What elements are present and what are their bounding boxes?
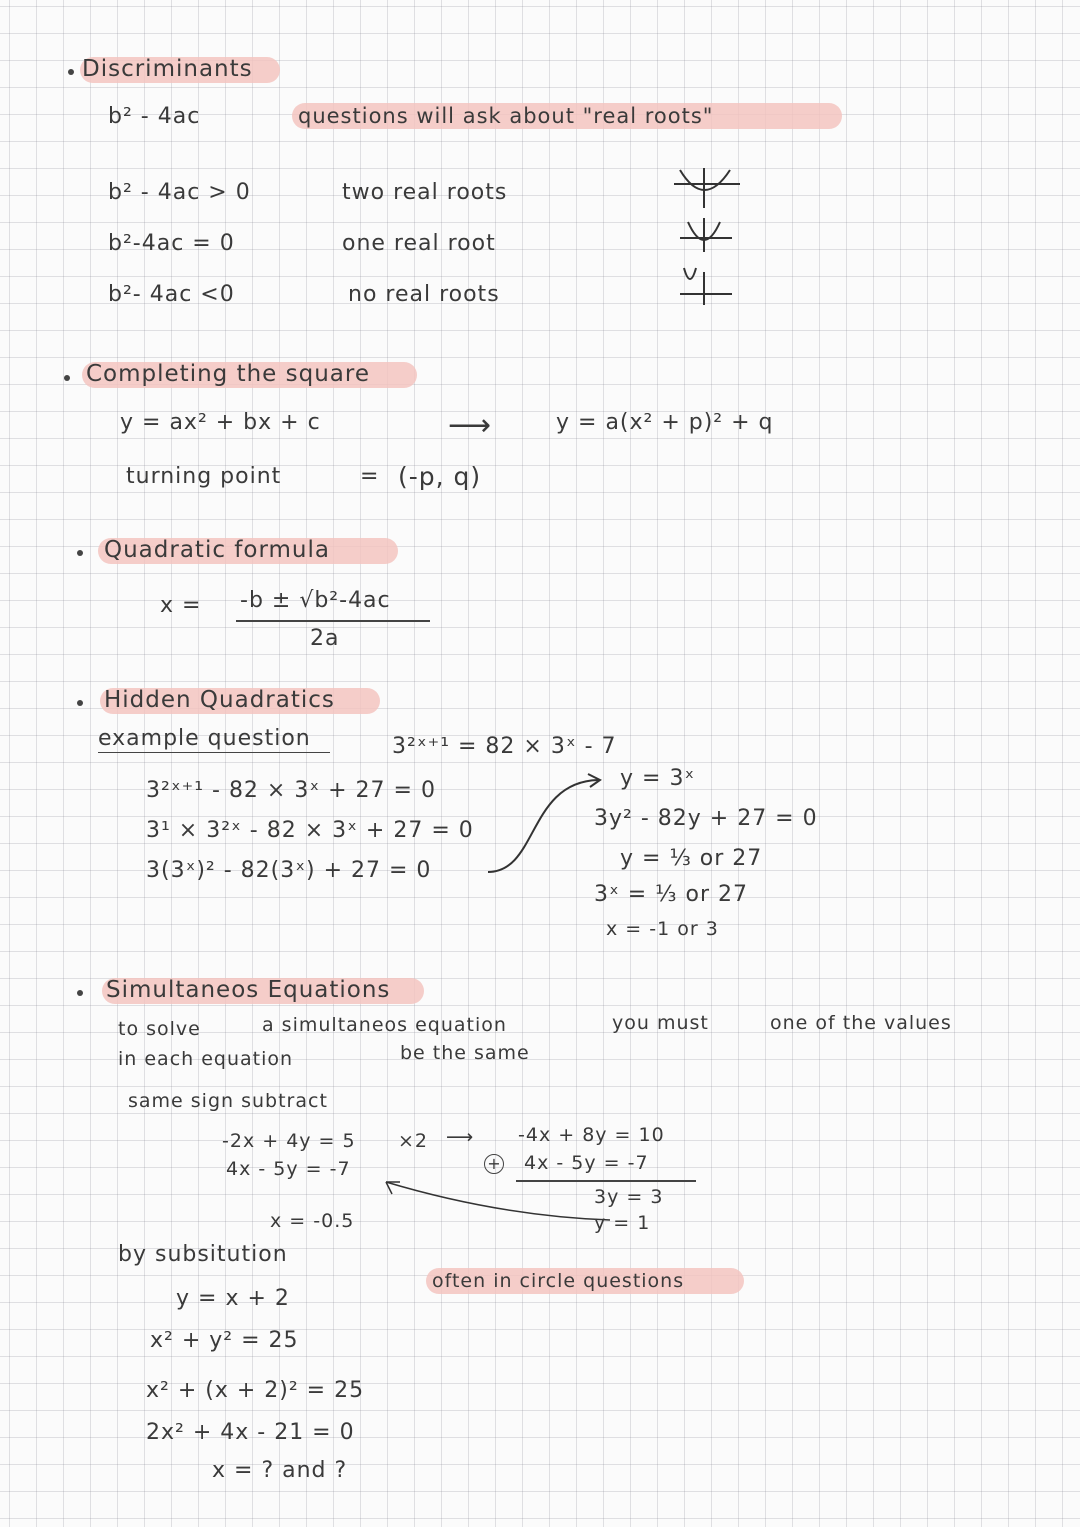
body-text: be the same	[400, 1042, 530, 1064]
bullet-dot	[77, 990, 83, 996]
discriminant-condition: b² - 4ac > 0	[108, 180, 251, 205]
working-step: x = -1 or 3	[606, 918, 719, 940]
plus-sign: +	[484, 1154, 504, 1174]
working-step: 3ˣ = ⅓ or 27	[594, 882, 748, 907]
discriminant-result: two real roots	[342, 180, 508, 205]
completing-heading: Completing the square	[86, 361, 370, 387]
substitution-step: x² + (x + 2)² = 25	[146, 1378, 365, 1403]
equation: -2x + 4y = 5	[222, 1130, 356, 1152]
bullet-dot	[64, 375, 70, 381]
substitution-step: 2x² + 4x - 21 = 0	[146, 1420, 355, 1445]
hidden-heading: Hidden Quadratics	[104, 687, 335, 713]
discriminant-condition: b²-4ac = 0	[108, 231, 235, 256]
equation: -4x + 8y = 10	[518, 1124, 665, 1146]
substitution-step: y = x + 2	[176, 1286, 290, 1311]
formula-numerator: -b ± √b²-4ac	[240, 588, 391, 613]
bullet-dot	[68, 69, 74, 75]
working-step: 3y² - 82y + 27 = 0	[594, 806, 818, 831]
general-quadratic: y = ax² + bx + c	[120, 410, 321, 435]
working-step: 3(3ˣ)² - 82(3ˣ) + 27 = 0	[146, 858, 432, 883]
equation: 4x - 5y = -7	[524, 1152, 649, 1174]
formula-denominator: 2a	[310, 626, 340, 651]
example-underline	[98, 752, 330, 753]
body-text: one of the values	[770, 1012, 952, 1034]
example-label: example question	[98, 726, 311, 751]
working-step: 3¹ × 3²ˣ - 82 × 3ˣ + 27 = 0	[146, 818, 474, 843]
back-arrow-icon	[380, 1176, 620, 1226]
bullet-dot	[77, 550, 83, 556]
circle-note: often in circle questions	[432, 1270, 685, 1292]
working-step: 3²ˣ⁺¹ - 82 × 3ˣ + 27 = 0	[146, 778, 436, 803]
simultaneous-heading: Simultaneos Equations	[106, 977, 391, 1003]
bullet-dot	[77, 700, 83, 706]
equation: y = 1	[594, 1212, 651, 1234]
arrow: ⟶	[448, 408, 493, 443]
formula-lhs: x =	[160, 593, 202, 618]
real-roots-note: questions will ask about "real roots"	[298, 104, 714, 128]
arrow: ⟶	[446, 1126, 475, 1148]
multiplier: ×2	[398, 1130, 429, 1152]
turning-point-label: turning point	[126, 464, 282, 489]
discriminant-formula: b² - 4ac	[108, 104, 201, 129]
working-step: y = 3ˣ	[620, 766, 696, 791]
discriminant-result: one real root	[342, 231, 496, 256]
fraction-bar	[236, 620, 430, 622]
substitution-step: x² + y² = 25	[150, 1328, 299, 1353]
substitution-label: by subsitution	[118, 1242, 288, 1267]
example-equation: 3²ˣ⁺¹ = 82 × 3ˣ - 7	[392, 734, 617, 759]
parabola-sketches-icon	[660, 160, 760, 310]
equals-sign: =	[360, 464, 380, 489]
x-result: x = -0.5	[270, 1210, 355, 1232]
equation: 3y = 3	[594, 1186, 664, 1208]
discriminant-result: no real roots	[348, 282, 500, 307]
vertex-form: y = a(x² + p)² + q	[556, 410, 774, 435]
sum-line	[516, 1180, 696, 1182]
quadratic-heading: Quadratic formula	[104, 537, 330, 563]
body-text: to solve	[118, 1018, 201, 1040]
connecting-arrow-icon	[478, 772, 608, 882]
substitution-step: x = ? and ?	[212, 1458, 348, 1483]
discriminants-heading: Discriminants	[82, 56, 253, 82]
working-step: y = ⅓ or 27	[620, 846, 763, 871]
turning-point-value: (-p, q)	[398, 462, 482, 491]
body-text: a simultaneos equation	[262, 1014, 507, 1036]
body-text: same sign subtract	[128, 1090, 328, 1112]
equation: 4x - 5y = -7	[226, 1158, 351, 1180]
body-text: in each equation	[118, 1048, 294, 1070]
discriminant-condition: b²- 4ac <0	[108, 282, 235, 307]
body-text: you must	[612, 1012, 709, 1034]
